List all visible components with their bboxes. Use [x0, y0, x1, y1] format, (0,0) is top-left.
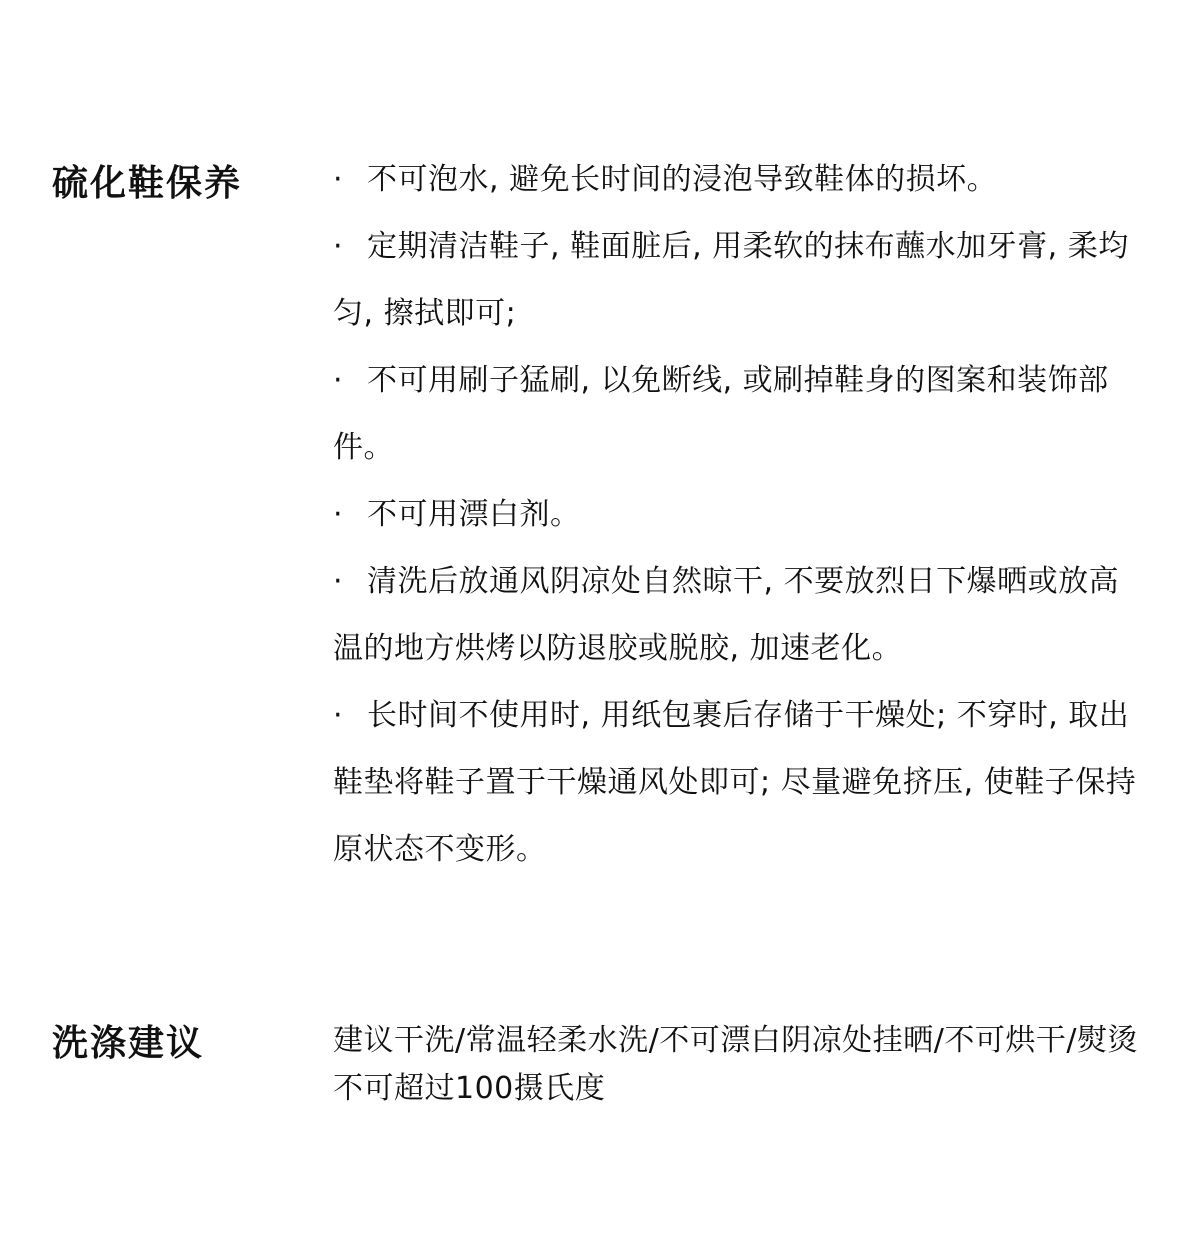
care-instructions-list — [333, 146, 1148, 883]
wash-section-title: 洗涤建议 — [52, 1023, 205, 1064]
care-item — [333, 347, 1148, 481]
care-item-text: 定期清洁鞋子, 鞋面脏后, 用柔软的抹布蘸水加牙膏, 柔均匀, 擦拭即可; — [333, 229, 1129, 331]
bullet-dot: · — [333, 229, 344, 264]
care-item-text: 清洗后放通风阴凉处自然晾干, 不要放烈日下爆晒或放高温的地方烘烤以防退胶或脱胶, 加速老化。 — [333, 564, 1120, 666]
bullet-dot: · — [333, 564, 344, 599]
care-item — [333, 481, 1148, 548]
care-item — [333, 548, 1148, 682]
bullet-dot: · — [333, 363, 344, 398]
wash-instructions-text: 建议干洗/常温轻柔水洗/不可漂白阴凉处挂晒/不可烘干/熨烫不可超过100摄氏度 — [333, 1023, 1138, 1106]
care-item-text: 不可用刷子猛刷, 以免断线, 或刷掉鞋身的图案和装饰部件。 — [333, 363, 1109, 465]
bullet-dot: · — [333, 162, 344, 197]
care-item-text: 长时间不使用时, 用纸包裹后存储于干燥处; 不穿时, 取出鞋垫将鞋子置于干燥通风处即可; 尽量避免挤压, 使鞋子保持原状态不变形。 — [333, 698, 1137, 867]
bullet-dot: · — [333, 698, 344, 733]
care-item — [333, 682, 1148, 883]
bullet-dot: · — [333, 497, 344, 532]
care-item-text: 不可泡水, 避免长时间的浸泡导致鞋体的损坏。 — [367, 162, 998, 197]
care-item — [333, 213, 1148, 347]
care-item-text: 不可用漂白剂。 — [367, 497, 581, 532]
care-section-title: 硫化鞋保养 — [52, 163, 243, 204]
care-item — [333, 146, 1148, 213]
